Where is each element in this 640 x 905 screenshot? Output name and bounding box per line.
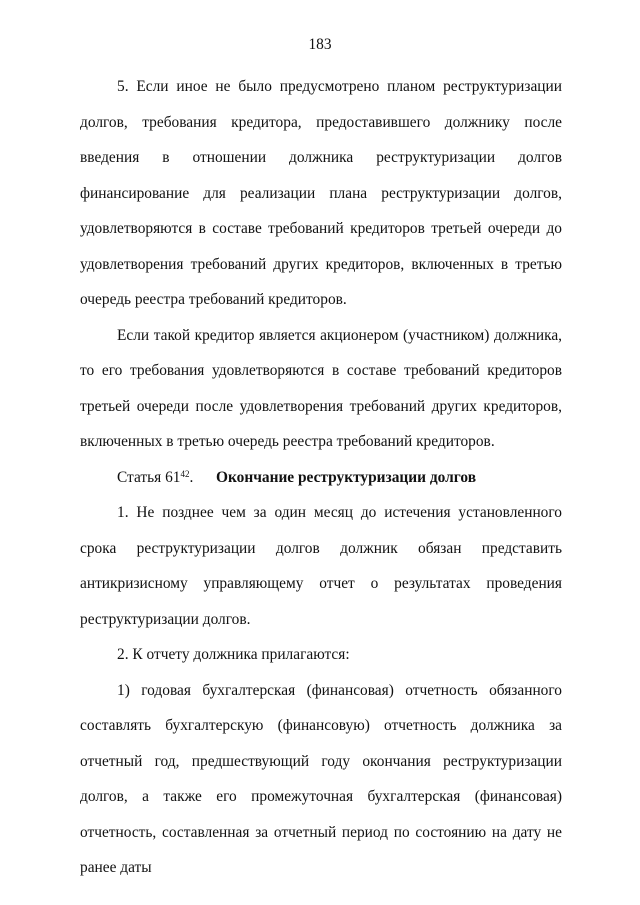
article-heading (80, 460, 562, 496)
paragraph-shareholder-creditor: Если такой кредитор является акционером (участником) должника, то его требования удовлетворяются в составе требований кредиторов третьей очереди после удовлетворения требований других кредиторов, включенных в третью очередь реестра требований кредиторов. (80, 326, 562, 450)
paragraph-clause-2: 2. К отчету должника прилагаются: (117, 646, 350, 663)
paragraph-subclause-1: 1) годовая бухгалтерская (финансовая) отчетность обязанного составлять бухгалтерскую (финансовую) отчетность должника за отчетный год, предшествующий году окончания реструктуризации долгов, а также его промежуточная бухгалтерская (финансовая) отчетность, составленная за отчетный период по состоянию на дату не ранее даты (80, 681, 562, 876)
article-label-prefix: Статья 61 (117, 468, 181, 486)
paragraph-clause-1: 1. Не позднее чем за один месяц до истечения установленного срока реструктуризации долгов должник обязан представить антикризисному управляющему отчет о результатах проведения реструктуризации долгов. (80, 504, 562, 628)
document-body (80, 69, 562, 886)
article-label-superscript: 42 (180, 468, 190, 479)
article-label (117, 460, 216, 496)
article-title: Окончание реструктуризации долгов (216, 468, 477, 486)
paragraph-clause-5: 5. Если иное не было предусмотрено планом реструктуризации долгов, требования кредитора, предоставившего должнику после введения в отношении должника реструктуризации долгов финансирование для реализации плана реструктуризации долгов, удовлетворяются в составе требований кредиторов третьей очереди до удовлетворения требований других кредиторов, включенных в третью очередь реестра требований кредиторов. (80, 78, 562, 308)
article-label-suffix: . (189, 468, 194, 486)
page-number: 183 (308, 36, 332, 53)
